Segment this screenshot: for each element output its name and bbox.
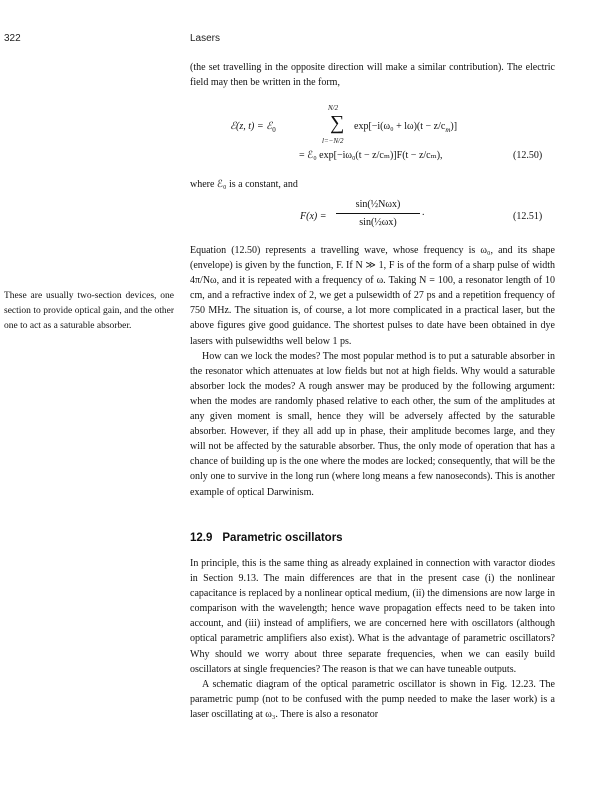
where-text: where ℰ₀ is a constant, and [190,179,298,190]
section-number: 12.9 [190,532,213,544]
body-paragraph-1: Equation (12.50) represents a travelling wave, whose frequency is ω₀, and its shape (envelope) is given by the function, F. If N ≫ 1, F is of the form of a sharp pulse of width 4π/Nω, and it is repeated with a frequency of ω. Taking N = 100, a resonator length of 10 cm, and a refractive index of 2, we get a pulsewidth of 27 ps and a repetition frequency of 750 MHz. The situation is, of course, a lot more complicated in a practical laser, but the above figures give good guidance. The shortest pulses to date have been obtained in dye lasers with pulsewidths well below 1 ps. [190,245,555,347]
eq-12-51-number: (12.51) [513,211,543,222]
body-section [190,243,555,500]
eq-12-50-line2: = ℰ₀ exp[−iω₀(t − z/cₘ)]F(t − z/cₘ), [299,150,443,161]
eq-12-50-number: (12.50) [513,150,543,161]
body-paragraph-2: How can we lock the modes? The most popular method is to put a saturable absorber in the resonator which attenuates at low fields but not at high fields. Why would a saturable absorber lock the modes? A rough answer may be produced by the following argument: when the modes are randomly phased relative to each other, the sum of the amplitudes at any given moment is small, hence they will be adversely affected by the saturable absorber. However, if they all add up in phase, their amplitude becomes large, and they will not be affected by the saturable absorber. Thus, the only mode of operation that has a chance of building up is the one where the modes are locked; consequently, that will be the only one to survive in the long run (where long means a few nanoseconds). This is another example of optical Darwinism. [190,350,555,498]
running-title: Lasers [190,33,221,44]
eq-12-50-lhs: ℰ(z, t) = ℰ$_0$ [230,121,276,134]
intro-paragraph [190,60,555,90]
eq-12-51-denominator: sin(½ωx) [359,217,397,228]
intro-text: (the set travelling in the opposite direction will make a similar contribution). The electric field may then be written in the form, [190,62,555,89]
where-line [190,177,555,192]
eq-12-51-period: . [422,207,425,218]
margin-note: These are usually two-section devices, one section to provide optical gain, and the other one to act as a saturable absorber. [4,291,174,331]
sum-upper-limit: N/2 [328,104,339,112]
section-paragraph-2: A schematic diagram of the optical parametric oscillator is shown in Fig. 12.23. The parametric pump (not to be confused with the pump needed to make the laser work) is a laser oscillating at ω₃. There is also a resonator [190,678,555,720]
sum-lower-limit: l=−N/2 [322,137,344,145]
summation-symbol: ∑ [330,112,345,134]
page-number: 322 [4,33,21,44]
eq-12-51-numerator: sin(½Nωx) [355,199,401,210]
section-paragraph-1: In principle, this is the same thing as already explained in connection with varactor diodes in Section 9.13. The main differences are that in the present case (i) the nonlinear capacitance is replaced by a nonlinear optical medium, (ii) the dimensions are now large in comparison with the wavelength; hence wave propagation effects need to be taken into account, and (iii) instead of amplifiers, we are concerned here with oscillators (although optical parametric amplifiers also exist). What is the advantage of parametric oscillators? Why should we worry about three separate frequencies, when we can easily build oscillators at single frequencies? The reason is that we can have tuneable outputs. [190,558,555,675]
section-title: Parametric oscillators [222,532,343,544]
eq-12-51-lhs: F(x) = [300,211,327,222]
section-heading [190,532,343,544]
fraction-bar [336,213,420,214]
eq-12-50-term: $\exp[-i(\omega_0 + l\omega)(t - z/c_m)]$ [354,121,458,134]
section-body [190,556,555,722]
